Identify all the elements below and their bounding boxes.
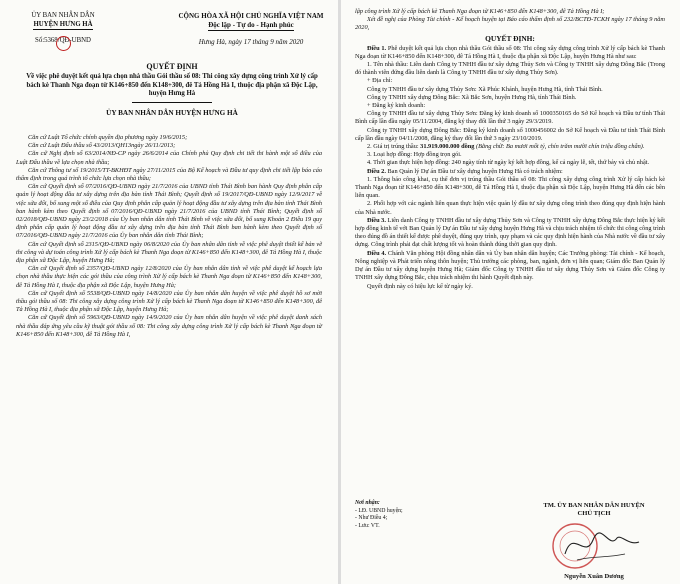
agency-line1: ỦY BAN NHÂN DÂN (31, 12, 95, 19)
issue-date: Hưng Hà, ngày 17 tháng 9 năm 2020 (198, 37, 304, 46)
legal-bases (16, 134, 322, 339)
article-4 (355, 250, 665, 283)
document-page-1 (0, 0, 338, 584)
agency-line2: HUYỆN HƯNG HÀ (33, 21, 92, 31)
effective-clause: Quyết định này có hiệu lực kể từ ngày ký. (367, 282, 473, 290)
decision-title-block (22, 62, 322, 118)
legal-basis-item: Căn cứ Nghị định số 63/2014/NĐ-CP ngày 26/6/2014 của Chính phủ Quy định chi tiết thi hành một số điều của Luật Đấu thầu về lựa chọn nhà thầu; (16, 150, 322, 166)
article-1 (355, 45, 665, 61)
legal-basis-item: Căn cứ Quyết định số 2357/QĐ-UBND ngày 12/8/2020 của Ủy ban nhân dân tỉnh về việc phê duyệt kế hoạch lựa chọn nhà thầu thực hiện các gói thầu của công trình Xử lý cấp bách kè Thanh Nga đoạn từ K146+850 đến K148+300, đê Tả Hồng Hà I, thuộc địa phận xã Độc Lập, huyện Hưng Hà; (16, 265, 322, 289)
legal-basis-item: Căn cứ Luật Đấu thầu số 43/2013/QH13ngày 26/11/2013; (28, 142, 176, 150)
recipient-item: - Lưu: VT. (355, 522, 380, 529)
contract-type: 3. Loại hợp đồng: Hợp đồng trọn gói. (367, 151, 462, 159)
recipients-label: Nơi nhận: (355, 500, 380, 506)
national-motto: Độc lập - Tự do - Hạnh phúc (208, 20, 294, 29)
article-2-label: Điều 2. (367, 167, 386, 175)
contract-value-amount: 31.919.000.000 đồng (420, 143, 475, 151)
contract-value-label: 2. Giá trị trúng thầu: (367, 143, 419, 151)
contractor-name: 1. Tên nhà thầu: Liên danh Công ty TNHH đầu tư xây dựng Thủy Sơn và Công ty TNHH xây dựng Đông Bắc (Trong đó thành viên đứng đầu liên danh là Công ty TNHH đầu tư xây dựng Thủy Sơn). (355, 61, 665, 77)
appraisal-basis: Xét đề nghị của Phòng Tài chính - Kế hoạch huyện tại Báo cáo thẩm định số 232/BCTĐ-TCKH ngày 17 tháng 9 năm 2020, (355, 16, 665, 32)
article-2 (355, 168, 665, 176)
article-3-label: Điều 3. (367, 216, 386, 224)
red-seal-mark (56, 36, 71, 51)
signer-name: Nguyễn Xuân Dương (564, 572, 624, 580)
legal-basis-continued: lập công trình Xử lý cấp bách kè Thanh Nga đoạn từ K146+850 đến K148+300, đê Tả Hồng Hà I; (355, 8, 605, 15)
article-2-item: 2. Phối hợp với các ngành liên quan thực hiện việc quản lý đầu tư xây dựng công trình theo đúng quy định hiện hành của Nhà nước. (355, 200, 665, 216)
article-3 (355, 217, 665, 250)
recipients-block (355, 500, 465, 530)
national-heading (168, 12, 334, 46)
document-header (0, 12, 338, 58)
recipient-item: - LĐ. UBND huyện; (355, 507, 403, 514)
decision-body (355, 8, 665, 291)
handwritten-signature (547, 520, 647, 572)
address-line: Công ty TNHH xây dựng Đông Bắc: Xã Bắc Sơn, huyện Hưng Hà, tỉnh Thái Bình. (367, 93, 577, 101)
recipient-item: - Như Điều 4; (355, 515, 388, 522)
legal-basis-item: Căn cứ Quyết định số 5538/QĐ-UBND ngày 14/8/2020 của Ủy ban nhân dân huyện về việc phê duyệt hồ sơ mời thầu gói thầu số 08: Thi công xây dựng công trình Xử lý cấp bách kè Thanh Nga đoạn từ K146+850 đến K148+300, đê Tả Hồng Hà I, thuộc địa phận xã Độc Lập, huyện Hưng Hà; (16, 289, 322, 314)
article-4-text: Chánh Văn phòng Hội đồng nhân dân và Ủy ban nhân dân huyện; Các Trưởng phòng: Tài chính - Kế hoạch, Nông nghiệp và Phát triển nông thôn huyện; Thủ trưởng các phòng, ban, ngành, đơn vị liên quan; Giám đốc Ban Quản lý Dự án Đầu tư xây dựng huyện Hưng Hà; Giám đốc Công ty TNHH đầu tư xây dựng Thủy Sơn và Giám đốc Công ty TNHH xây dựng Đông Bắc, chịu trách nhiệm thi hành Quyết định này. (355, 249, 665, 282)
article-3-text: Liên danh Công ty TNHH đầu tư xây dựng Thủy Sơn và Công ty TNHH xây dựng Đông Bắc thực hiện ký kết hợp đồng kinh tế với Ban Quản lý Dự án Đầu tư xây dựng huyện Hưng Hà và chịu trách nhiệm tổ chức thi công công trình theo đúng đồ án thiết kế được phê duyệt, đúng quy trình, quy phạm và các quy định hiện hành của Nhà nước về đầu tư xây dựng. Công trình phải đạt chất lượng tốt và hoàn thành đúng thời gian quy định. (355, 216, 665, 249)
address-label: + Địa chỉ: (367, 77, 393, 85)
registration-line: Công ty TNHH xây dựng Đông Bắc: Đăng ký kinh doanh số 1000456002 do Sở Kế hoạch và Đầu tư tỉnh Thái Bình cấp lần đầu ngày 04/11/2008, đăng ký thay đổi lần thứ 3 ngày 23/10/2019. (355, 126, 665, 142)
document-type: QUYẾT ĐỊNH (146, 62, 198, 71)
decide-heading: QUYẾT ĐỊNH: (485, 33, 535, 43)
contract-value (355, 143, 665, 151)
signature-role: CHỦ TỊCH (577, 510, 611, 518)
article-1-text: Phê duyệt kết quả lựa chọn nhà thầu Gói thầu số 08: Thi công xây dựng công trình Xử lý cấp bách kè Thanh Nga đoạn từ K146+850 đến K148+300, đê Tả Hồng Hà I, thuộc địa phận xã Độc Lập, huyện Hưng Hà như sau: (355, 44, 665, 60)
decision-subject: Về việc phê duyệt kết quả lựa chọn nhà thầu Gói thầu số 08: Thi công xây dựng công trình Xử lý cấp bách kè Thanh Nga đoạn từ K146+850 đến K148+300, đê Tả Hồng Hà I, thuộc địa phận xã Độc Lập, huyện Hưng Hà (26, 73, 318, 98)
document-number: Số:5368/QĐ-UBND (35, 37, 91, 44)
legal-basis-item: Căn cứ Thông tư số 19/2015/TT-BKHĐT ngày 27/11/2015 của Bộ Kế hoạch và Đầu tư quy định chi tiết lập báo cáo thẩm định trong quá trình tổ chức lựa chọn nhà thầu; (16, 166, 322, 183)
contract-duration: 4. Thời gian thực hiện hợp đồng: 240 ngày tính từ ngày ký kết hợp đồng, kể cả ngày lễ, tết, thứ bảy và chủ nhật. (367, 159, 650, 167)
nation-name: CỘNG HÒA XÃ HỘI CHỦ NGHĨA VIỆT NAM (178, 12, 324, 20)
article-2-text: Ban Quản lý Dự án Đầu tư xây dựng huyện Hưng Hà có trách nhiệm: (387, 167, 563, 175)
registration-label: + Đăng ký kinh doanh: (367, 102, 426, 110)
article-1-label: Điều 1. (367, 44, 387, 52)
signature-title: TM. ỦY BAN NHÂN DÂN HUYỆN (543, 502, 645, 509)
issuing-authority: ỦY BAN NHÂN DÂN HUYỆN HƯNG HÀ (106, 108, 238, 117)
contract-value-words: (Bằng chữ: Ba mươi mốt tỷ, chín trăm mười chín triệu đồng chẵn). (475, 143, 645, 151)
signature-block (519, 502, 669, 581)
article-4-label: Điều 4. (367, 249, 387, 257)
article-2-item: 1. Thông báo công khai, cụ thể đơn vị trúng thầu Gói thầu số 08: Thi công xây dựng công trình Xử lý cấp bách kè Thanh Nga đoạn từ K146+850 đến K148+300, đê Tả Hồng Hà I, thuộc địa phận xã Độc Lập, huyện Hưng Hà đến các bên liên quan. (355, 175, 665, 200)
document-page-2 (341, 0, 680, 584)
legal-basis-item: Căn cứ Luật Tổ chức chính quyền địa phương ngày 19/6/2015; (28, 134, 188, 141)
address-line: Công ty TNHH đầu tư xây dựng Thủy Sơn: Xã Phúc Khánh, huyện Hưng Hà, tỉnh Thái Bình. (367, 85, 603, 93)
registration-line: Công ty TNHH đầu tư xây dựng Thủy Sơn: Đăng ký kinh doanh số 1000350165 do Sở Kế hoạch và Đầu tư tỉnh Thái Bình cấp lần đầu ngày 05/11/2004, đăng ký thay đổi lần thứ 3 ngày 29/3/2019. (355, 110, 665, 126)
legal-basis-item: Căn cứ Quyết định số 2315/QĐ-UBND ngày 06/8/2020 của Ủy ban nhân dân tỉnh về việc phê duyệt thiết kế bản vẽ thi công và dự toán công trình Xử lý cấp bách kè Thanh Nga đoạn từ K146+850 đến K148+300, đê Tả Hồng Hà I, thuộc địa phận xã Độc Lập, huyện Hưng Hà; (16, 240, 322, 265)
legal-basis-item: Căn cứ Quyết định số 07/2016/QĐ-UBND ngày 21/7/2016 của UBND tỉnh Thái Bình ban hành Quy định phân cấp quản lý hoạt động đầu tư xây dựng trên địa bàn tỉnh Thái Bình; Quyết định số 19/2017/QĐ-UBND ngày 12/9/2017 về việc sửa đổi, bổ sung một số điều của Quy định phân cấp quản lý hoạt động đầu tư xây dựng trên địa bàn tỉnh Thái Bình ban hành kèm theo Quyết định số 07/2016/QĐ-UBND ngày 21/7/2016 của UBND tỉnh Thái Bình; Quyết định số 02/2018/QĐ-UBND ngày 23/2/2018 của Ủy ban nhân dân tỉnh Thái Bình về việc sửa đổi, bổ sung Khoản 2 Điều 19 quy định phân cấp quản lý hoạt động đầu tư xây dựng trên địa bàn tỉnh Thái Bình ban hành kèm theo Quyết định số 07/2016/QĐ-UBND ngày 21/7/2016 của Ủy ban nhân dân tỉnh Thái Bình; (16, 183, 322, 240)
legal-basis-item: Căn cứ Quyết định số 5963/QĐ-UBND ngày 14/9/2020 của Ủy ban nhân dân huyện về việc phê duyệt danh sách nhà thầu đáp ứng yêu cầu kỹ thuật gói thầu số 08: Thi công xây dựng công trình Xử lý cấp bách kè Thanh Nga đoạn từ K146+850 đến K148+300, đê Tả Hồng Hà I, (16, 314, 322, 338)
